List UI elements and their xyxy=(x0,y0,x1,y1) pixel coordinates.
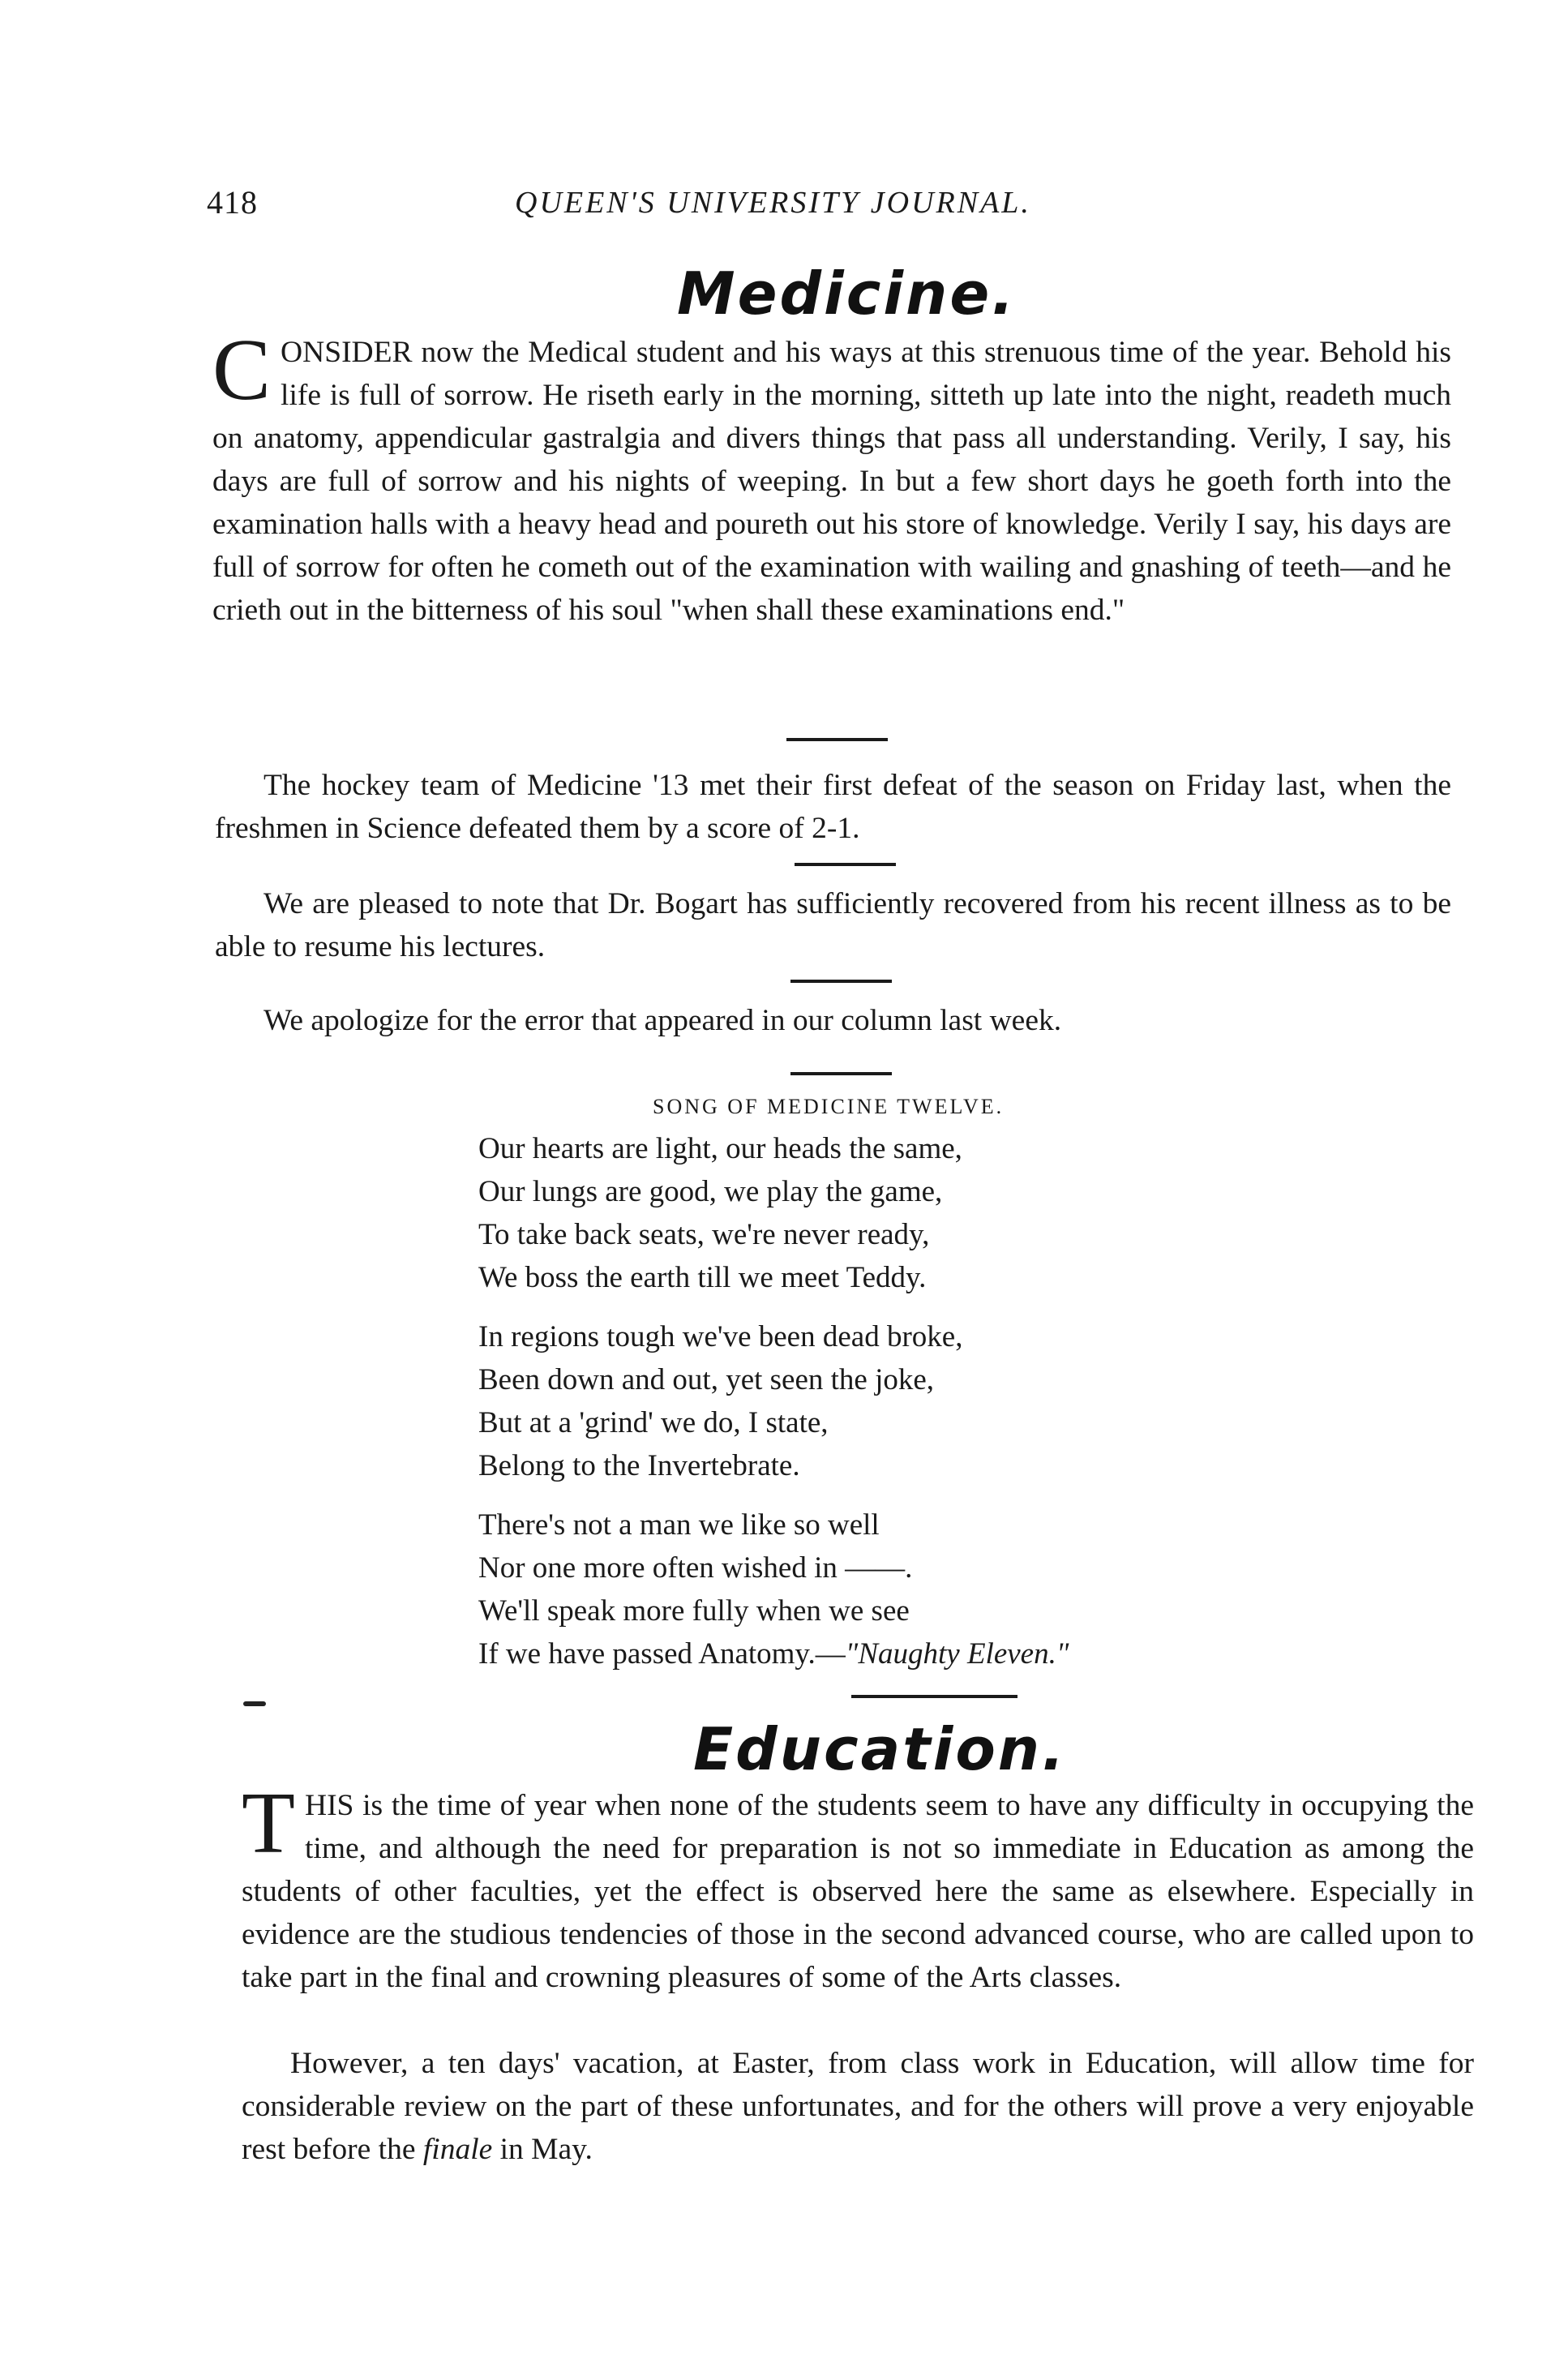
section-divider xyxy=(790,1072,892,1075)
medicine-heading: Medicine. xyxy=(677,260,1017,328)
education-easter-paragraph xyxy=(242,2042,1474,2171)
page-number: 418 xyxy=(207,184,258,221)
page-header xyxy=(207,170,1147,227)
poem-line: Our hearts are light, our heads the same, xyxy=(478,1132,962,1165)
easter-text-end: in May. xyxy=(492,2133,593,2166)
bogart-paragraph: We are pleased to note that Dr. Bogart has sufficiently recovered from his recent illness as to be able to resume his lectures. xyxy=(215,887,1451,963)
section-divider xyxy=(786,738,888,741)
section-divider xyxy=(790,980,892,983)
poem-line: Nor one more often wished in ——. xyxy=(478,1551,913,1585)
medicine-intro-paragraph xyxy=(212,322,1451,632)
medicine-dropcap: C xyxy=(212,322,272,418)
poem-line: To take back seats, we're never ready, xyxy=(478,1218,930,1251)
poem-line: But at a 'grind' we do, I state, xyxy=(478,1406,829,1439)
journal-title: QUEEN'S UNIVERSITY JOURNAL. xyxy=(515,186,1031,220)
education-intro-paragraph xyxy=(242,1775,1474,1999)
medicine-intro-text: ONSIDER now the Medical student and his ways at this strenuous time of the year. Behold his life is full of sorrow. He riseth early in the morning, sitteth up late into the night, readeth much on anatomy, appendicular gastralgia and divers things that pass all understanding. Verily, I say, his days are full of sorrow and his nights of weeping. In but a few short days he goeth forth into the examination halls with a heavy head and poureth out his store of knowledge. Verily I say, his days are full of sorrow for often he cometh out of the examination with wailing and gnashing of teeth—and he crieth out in the bitterness of his soul "when shall these examinations end." xyxy=(212,336,1451,627)
poem-stanza xyxy=(478,1503,1208,1675)
poem-line: We boss the earth till we meet Teddy. xyxy=(478,1261,927,1294)
section-divider xyxy=(851,1695,1017,1698)
poem-signature: "Naughty Eleven." xyxy=(845,1637,1069,1671)
poem-line: If we have passed Anatomy.— xyxy=(478,1637,846,1671)
poem-line: We'll speak more fully when we see xyxy=(478,1594,910,1628)
poem-title: SONG OF MEDICINE TWELVE. xyxy=(653,1095,1005,1118)
ink-mark xyxy=(243,1701,266,1706)
apology-paragraph: We apologize for the error that appeared in our column last week. xyxy=(263,1004,1062,1037)
easter-text: However, a ten days' vacation, at Easter, from class work in Education, will allow time for considerable review on the part of these unfortunates, and for the others will prove a very enjoyable rest before the xyxy=(242,2047,1474,2166)
education-dropcap: T xyxy=(242,1775,295,1872)
section-divider xyxy=(795,863,896,866)
poem-line: In regions tough we've been dead broke, xyxy=(478,1320,963,1353)
poem-line: Our lungs are good, we play the game, xyxy=(478,1175,943,1208)
poem-line: There's not a man we like so well xyxy=(478,1508,880,1542)
poem-line: Belong to the Invertebrate. xyxy=(478,1449,800,1482)
poem-last-line xyxy=(478,1632,1208,1675)
poem-stanza xyxy=(478,1315,1208,1487)
poem-line: Been down and out, yet seen the joke, xyxy=(478,1363,935,1396)
easter-italic: finale xyxy=(422,2133,493,2166)
poem xyxy=(478,1095,1208,1692)
hockey-paragraph: The hockey team of Medicine '13 met their first defeat of the season on Friday last, when the freshmen in Science defeated them by a score of 2-1. xyxy=(215,769,1451,845)
poem-stanza xyxy=(478,1127,1208,1299)
education-intro-text: HIS is the time of year when none of the students seem to have any difficulty in occupying the time, and although the need for preparation is not so immediate in Education as among the students of other faculties, yet the effect is observed here the same as elsewhere. Especially in evidence are the studious tendencies of those in the second advanced course, who are called upon to take part in the final and crowning pleasures of some of the Arts classes. xyxy=(242,1789,1474,1994)
education-heading: Education. xyxy=(693,1715,1067,1783)
